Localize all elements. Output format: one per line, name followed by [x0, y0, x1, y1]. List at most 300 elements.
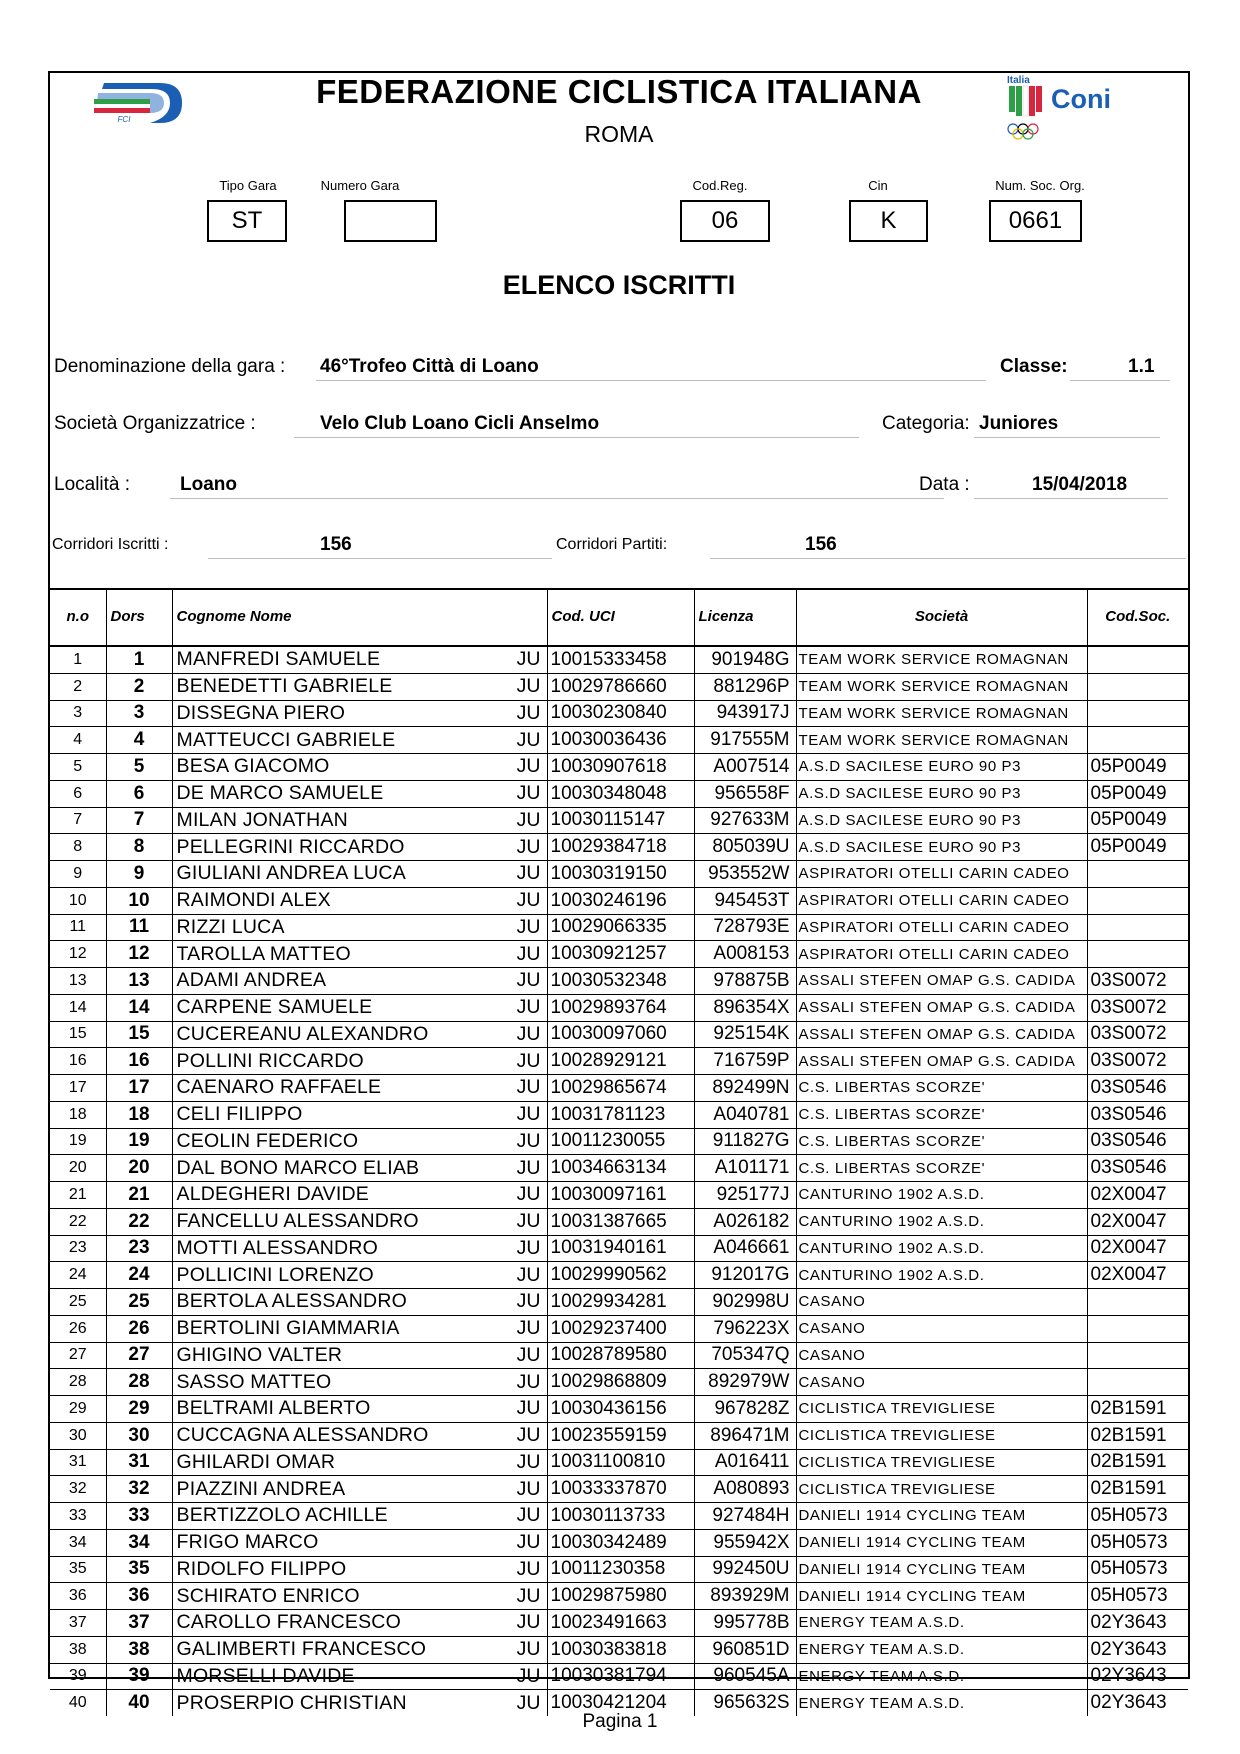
uci-code: 10028929121	[547, 1048, 694, 1075]
partiti-label: Corridori Partiti:	[556, 536, 668, 553]
team-code: 02Y3643	[1087, 1663, 1188, 1690]
team-name: ENERGY TEAM A.S.D.	[796, 1636, 1087, 1663]
rider-category: JU	[516, 1370, 541, 1393]
num-soc-org-label: Num. Soc. Org.	[995, 178, 1085, 193]
bib-number: 6	[106, 780, 172, 807]
team-code: 03S0546	[1087, 1101, 1188, 1128]
team-code	[1087, 727, 1188, 754]
row-number: 24	[50, 1262, 106, 1289]
license-number: 805039U	[694, 834, 796, 861]
rider-category: JU	[516, 1557, 541, 1580]
rider-cell	[172, 1396, 547, 1423]
team-code	[1087, 1342, 1188, 1369]
team-name: CANTURINO 1902 A.S.D.	[796, 1262, 1087, 1289]
denominazione-underline	[316, 380, 986, 381]
row-number: 28	[50, 1369, 106, 1396]
license-number: 892979W	[694, 1369, 796, 1396]
license-number: 960851D	[694, 1636, 796, 1663]
coni-logo	[1005, 73, 1135, 143]
col-header-dors: Dors	[106, 588, 172, 646]
team-code: 03S0072	[1087, 994, 1188, 1021]
row-number: 16	[50, 1048, 106, 1075]
rider-cell	[172, 1289, 547, 1316]
team-code: 03S0072	[1087, 968, 1188, 995]
classe-label: Classe:	[1000, 356, 1068, 377]
team-code: 02X0047	[1087, 1262, 1188, 1289]
team-name: ENERGY TEAM A.S.D.	[796, 1663, 1087, 1690]
row-number: 35	[50, 1556, 106, 1583]
table-row	[50, 1315, 1188, 1342]
rider-cell	[172, 1556, 547, 1583]
table-row	[50, 1342, 1188, 1369]
bib-number: 14	[106, 994, 172, 1021]
rider-cell	[172, 1610, 547, 1637]
data-underline	[974, 498, 1168, 499]
table-row	[50, 1128, 1188, 1155]
document-header	[50, 73, 1188, 590]
uci-code: 10011230055	[547, 1128, 694, 1155]
col-header-licenza: Licenza	[694, 588, 796, 646]
license-number: 716759P	[694, 1048, 796, 1075]
team-code	[1087, 700, 1188, 727]
categoria-value: Juniores	[979, 413, 1059, 434]
team-name: ASPIRATORI OTELLI CARIN CADEO	[796, 914, 1087, 941]
bib-number: 35	[106, 1556, 172, 1583]
bib-number: 27	[106, 1342, 172, 1369]
license-number: 896471M	[694, 1422, 796, 1449]
license-number: 978875B	[694, 968, 796, 995]
team-name: CASANO	[796, 1289, 1087, 1316]
table-row	[50, 1636, 1188, 1663]
table-row	[50, 780, 1188, 807]
license-number: A016411	[694, 1449, 796, 1476]
row-number: 11	[50, 914, 106, 941]
license-number: 956558F	[694, 780, 796, 807]
license-number: A046661	[694, 1235, 796, 1262]
rider-cell	[172, 754, 547, 781]
bib-number: 9	[106, 861, 172, 888]
localita-label: Località :	[54, 474, 131, 495]
document-frame	[48, 71, 1190, 1714]
rider-cell	[172, 727, 547, 754]
rider-category: JU	[516, 1664, 541, 1687]
denominazione-value: 46°Trofeo Città di Loano	[320, 356, 539, 377]
license-number: 796223X	[694, 1315, 796, 1342]
rider-name: DE MARCO SAMUELE	[176, 782, 384, 805]
rider-category: JU	[516, 889, 541, 912]
team-name: C.S. LIBERTAS SCORZE'	[796, 1075, 1087, 1102]
team-name: A.S.D SACILESE EURO 90 P3	[796, 834, 1087, 861]
uci-code: 10030097161	[547, 1182, 694, 1209]
table-row	[50, 1075, 1188, 1102]
license-number: 925177J	[694, 1182, 796, 1209]
bib-number: 26	[106, 1315, 172, 1342]
license-number: 917555M	[694, 727, 796, 754]
rider-category: JU	[516, 1691, 541, 1714]
categoria-label: Categoria:	[882, 413, 970, 434]
uci-code: 10028789580	[547, 1342, 694, 1369]
rider-category: JU	[516, 1103, 541, 1126]
classe-underline	[1070, 380, 1170, 381]
row-number: 4	[50, 727, 106, 754]
team-name: CANTURINO 1902 A.S.D.	[796, 1235, 1087, 1262]
rider-name: SCHIRATO ENRICO	[176, 1584, 360, 1607]
table-row	[50, 994, 1188, 1021]
table-row	[50, 673, 1188, 700]
row-number: 3	[50, 700, 106, 727]
table-row	[50, 807, 1188, 834]
rider-name: CAROLLO FRANCESCO	[176, 1611, 401, 1634]
team-name: CANTURINO 1902 A.S.D.	[796, 1208, 1087, 1235]
team-name: C.S. LIBERTAS SCORZE'	[796, 1155, 1087, 1182]
rider-name: GHIGINO VALTER	[176, 1343, 343, 1366]
col-header-codsoc: Cod.Soc.	[1087, 588, 1188, 646]
table-row	[50, 941, 1188, 968]
team-name: ASSALI STEFEN OMAP G.S. CADIDA	[796, 994, 1087, 1021]
num-soc-org-box: 0661	[989, 200, 1082, 242]
partiti-value: 156	[805, 534, 837, 555]
list-title: ELENCO ISCRITTI	[502, 270, 736, 300]
rider-name: RAIMONDI ALEX	[176, 889, 331, 912]
rider-name: BELTRAMI ALBERTO	[176, 1397, 371, 1420]
data-label: Data :	[919, 474, 970, 495]
team-code: 02X0047	[1087, 1235, 1188, 1262]
rider-name: PIAZZINI ANDREA	[176, 1477, 346, 1500]
bib-number: 16	[106, 1048, 172, 1075]
row-number: 13	[50, 968, 106, 995]
team-code: 02X0047	[1087, 1182, 1188, 1209]
societa-label: Società Organizzatrice :	[54, 413, 256, 434]
row-number: 34	[50, 1529, 106, 1556]
license-number: 728793E	[694, 914, 796, 941]
uci-code: 10033337870	[547, 1476, 694, 1503]
license-number: 965632S	[694, 1690, 796, 1716]
bib-number: 12	[106, 941, 172, 968]
numero-gara-label: Numero Gara	[320, 178, 400, 193]
team-code	[1087, 914, 1188, 941]
rider-category: JU	[516, 1584, 541, 1607]
table-row	[50, 887, 1188, 914]
rider-name: MORSELLI DAVIDE	[176, 1664, 355, 1687]
row-number: 33	[50, 1503, 106, 1530]
uci-code: 10034663134	[547, 1155, 694, 1182]
iscritti-value: 156	[320, 534, 352, 555]
rider-cell	[172, 1315, 547, 1342]
row-number: 9	[50, 861, 106, 888]
rider-cell	[172, 1476, 547, 1503]
rider-cell	[172, 1369, 547, 1396]
rider-category: JU	[516, 1611, 541, 1634]
bib-number: 33	[106, 1503, 172, 1530]
team-code: 03S0546	[1087, 1075, 1188, 1102]
uci-code: 10030907618	[547, 754, 694, 781]
rider-cell	[172, 1208, 547, 1235]
bib-number: 37	[106, 1610, 172, 1637]
license-number: 945453T	[694, 887, 796, 914]
rider-cell	[172, 1663, 547, 1690]
rider-category: JU	[516, 1397, 541, 1420]
row-number: 15	[50, 1021, 106, 1048]
bib-number: 32	[106, 1476, 172, 1503]
row-number: 25	[50, 1289, 106, 1316]
license-number: A080893	[694, 1476, 796, 1503]
table-row	[50, 1021, 1188, 1048]
team-code: 03S0546	[1087, 1128, 1188, 1155]
uci-code: 10030383818	[547, 1636, 694, 1663]
uci-code: 10029237400	[547, 1315, 694, 1342]
team-code: 05H0573	[1087, 1529, 1188, 1556]
bib-number: 24	[106, 1262, 172, 1289]
col-header-uci: Cod. UCI	[547, 588, 694, 646]
row-number: 37	[50, 1610, 106, 1637]
team-code: 03S0072	[1087, 1021, 1188, 1048]
col-header-no: n.o	[50, 588, 106, 646]
rider-name: BERTOLINI GIAMMARIA	[176, 1317, 400, 1340]
team-name: CICLISTICA TREVIGLIESE	[796, 1449, 1087, 1476]
rider-name: CEOLIN FEDERICO	[176, 1129, 359, 1152]
table-body	[50, 646, 1188, 1716]
bib-number: 7	[106, 807, 172, 834]
uci-code: 10031940161	[547, 1235, 694, 1262]
row-number: 1	[50, 646, 106, 673]
table-row	[50, 1101, 1188, 1128]
team-name: CASANO	[796, 1342, 1087, 1369]
cod-reg-box: 06	[680, 200, 770, 242]
team-name: ENERGY TEAM A.S.D.	[796, 1690, 1087, 1716]
tipo-gara-box: ST	[207, 200, 287, 242]
bib-number: 25	[106, 1289, 172, 1316]
bib-number: 20	[106, 1155, 172, 1182]
row-number: 6	[50, 780, 106, 807]
team-code: 02B1591	[1087, 1449, 1188, 1476]
table-row	[50, 700, 1188, 727]
row-number: 36	[50, 1583, 106, 1610]
rider-name: RIZZI LUCA	[176, 915, 285, 938]
rider-name: FANCELLU ALESSANDRO	[176, 1210, 419, 1233]
coni-logo-small-text: Italia	[1007, 75, 1030, 86]
uci-code: 10030230840	[547, 700, 694, 727]
rider-cell	[172, 1021, 547, 1048]
license-number: 960545A	[694, 1663, 796, 1690]
row-number: 14	[50, 994, 106, 1021]
team-name: CICLISTICA TREVIGLIESE	[796, 1476, 1087, 1503]
rider-category: JU	[516, 1236, 541, 1259]
team-name: CANTURINO 1902 A.S.D.	[796, 1182, 1087, 1209]
bib-number: 11	[106, 914, 172, 941]
rider-name: CARPENE SAMUELE	[176, 996, 373, 1019]
table-row	[50, 834, 1188, 861]
row-number: 8	[50, 834, 106, 861]
uci-code: 10029384718	[547, 834, 694, 861]
uci-code: 10029865674	[547, 1075, 694, 1102]
license-number: 902998U	[694, 1289, 796, 1316]
rider-category: JU	[516, 1638, 541, 1661]
rider-category: JU	[516, 1263, 541, 1286]
rider-cell	[172, 807, 547, 834]
rider-category: JU	[516, 675, 541, 698]
bib-number: 13	[106, 968, 172, 995]
rider-name: SASSO MATTEO	[176, 1370, 332, 1393]
uci-code: 10030342489	[547, 1529, 694, 1556]
team-name: CASANO	[796, 1315, 1087, 1342]
rider-cell	[172, 994, 547, 1021]
rider-cell	[172, 861, 547, 888]
rider-cell	[172, 1529, 547, 1556]
rider-category: JU	[516, 782, 541, 805]
table-row	[50, 1449, 1188, 1476]
license-number: 705347Q	[694, 1342, 796, 1369]
uci-code: 10030381794	[547, 1663, 694, 1690]
uci-code: 10015333458	[547, 646, 694, 673]
team-code: 05H0573	[1087, 1503, 1188, 1530]
team-name: DANIELI 1914 CYCLING TEAM	[796, 1583, 1087, 1610]
rider-cell	[172, 1235, 547, 1262]
team-code	[1087, 1289, 1188, 1316]
rider-name: PROSERPIO CHRISTIAN	[176, 1691, 407, 1714]
license-number: 881296P	[694, 673, 796, 700]
row-number: 19	[50, 1128, 106, 1155]
rider-category: JU	[516, 1343, 541, 1366]
uci-code: 10031781123	[547, 1101, 694, 1128]
rider-category: JU	[516, 1183, 541, 1206]
rider-category: JU	[516, 969, 541, 992]
uci-code: 10030421204	[547, 1690, 694, 1716]
data-value: 15/04/2018	[1032, 474, 1128, 495]
rider-category: JU	[516, 1531, 541, 1554]
rider-cell	[172, 1101, 547, 1128]
license-number: 911827G	[694, 1128, 796, 1155]
team-code: 05H0573	[1087, 1556, 1188, 1583]
row-number: 31	[50, 1449, 106, 1476]
bib-number: 15	[106, 1021, 172, 1048]
row-number: 23	[50, 1235, 106, 1262]
rider-cell	[172, 1182, 547, 1209]
team-name: TEAM WORK SERVICE ROMAGNAN	[796, 727, 1087, 754]
rider-category: JU	[516, 1450, 541, 1473]
table-row	[50, 914, 1188, 941]
row-number: 32	[50, 1476, 106, 1503]
rider-cell	[172, 1342, 547, 1369]
uci-code: 10011230358	[547, 1556, 694, 1583]
uci-code: 10029066335	[547, 914, 694, 941]
team-name: A.S.D SACILESE EURO 90 P3	[796, 780, 1087, 807]
rider-name: BENEDETTI GABRIELE	[176, 675, 393, 698]
license-number: 925154K	[694, 1021, 796, 1048]
rider-name: GALIMBERTI FRANCESCO	[176, 1638, 427, 1661]
rider-cell	[172, 673, 547, 700]
rider-cell	[172, 1503, 547, 1530]
rider-cell	[172, 1422, 547, 1449]
team-name: ASSALI STEFEN OMAP G.S. CADIDA	[796, 1021, 1087, 1048]
rider-name: ADAMI ANDREA	[176, 969, 327, 992]
rider-category: JU	[516, 1504, 541, 1527]
bib-number: 5	[106, 754, 172, 781]
team-code: 02B1591	[1087, 1476, 1188, 1503]
cin-box: K	[849, 200, 928, 242]
license-number: 995778B	[694, 1610, 796, 1637]
uci-code: 10023491663	[547, 1610, 694, 1637]
license-number: 953552W	[694, 861, 796, 888]
entries-table	[50, 588, 1188, 1716]
bib-number: 2	[106, 673, 172, 700]
bib-number: 3	[106, 700, 172, 727]
rider-category: JU	[516, 728, 541, 751]
license-number: A008153	[694, 941, 796, 968]
license-number: 901948G	[694, 646, 796, 673]
rider-name: DISSEGNA PIERO	[176, 701, 346, 724]
bib-number: 40	[106, 1690, 172, 1716]
row-number: 38	[50, 1636, 106, 1663]
rider-name: BERTOLA ALESSANDRO	[176, 1290, 407, 1313]
license-number: 927633M	[694, 807, 796, 834]
rider-category: JU	[516, 1317, 541, 1340]
rider-name: CELI FILIPPO	[176, 1103, 303, 1126]
bib-number: 17	[106, 1075, 172, 1102]
license-number: 967828Z	[694, 1396, 796, 1423]
team-code: 05P0049	[1087, 834, 1188, 861]
uci-code: 10029934281	[547, 1289, 694, 1316]
team-code	[1087, 887, 1188, 914]
team-code: 05P0049	[1087, 754, 1188, 781]
federation-city: ROMA	[584, 121, 654, 147]
numero-gara-box	[344, 200, 437, 242]
table-row	[50, 1476, 1188, 1503]
rider-category: JU	[516, 1424, 541, 1447]
team-name: ASSALI STEFEN OMAP G.S. CADIDA	[796, 968, 1087, 995]
team-code	[1087, 861, 1188, 888]
team-code	[1087, 646, 1188, 673]
rider-name: GIULIANI ANDREA LUCA	[176, 862, 406, 885]
rider-name: CAENARO RAFFAELE	[176, 1076, 382, 1099]
team-code	[1087, 941, 1188, 968]
uci-code: 10030348048	[547, 780, 694, 807]
uci-code: 10030097060	[547, 1021, 694, 1048]
team-code	[1087, 1369, 1188, 1396]
rider-name: POLLINI RICCARDO	[176, 1049, 364, 1072]
team-name: CICLISTICA TREVIGLIESE	[796, 1422, 1087, 1449]
license-number: 892499N	[694, 1075, 796, 1102]
rider-category: JU	[516, 808, 541, 831]
row-number: 5	[50, 754, 106, 781]
license-number: A040781	[694, 1101, 796, 1128]
row-number: 26	[50, 1315, 106, 1342]
rider-category: JU	[516, 1210, 541, 1233]
team-name: TEAM WORK SERVICE ROMAGNAN	[796, 646, 1087, 673]
bib-number: 23	[106, 1235, 172, 1262]
rider-cell	[172, 646, 547, 673]
table-row	[50, 1369, 1188, 1396]
row-number: 18	[50, 1101, 106, 1128]
rider-name: BESA GIACOMO	[176, 755, 330, 778]
team-name: ENERGY TEAM A.S.D.	[796, 1610, 1087, 1637]
team-code: 02X0047	[1087, 1208, 1188, 1235]
table-row	[50, 1235, 1188, 1262]
rider-category: JU	[516, 701, 541, 724]
rider-name: GHILARDI OMAR	[176, 1450, 336, 1473]
team-name: DANIELI 1914 CYCLING TEAM	[796, 1503, 1087, 1530]
table-row	[50, 646, 1188, 673]
rider-cell	[172, 1048, 547, 1075]
table-row	[50, 1155, 1188, 1182]
table-row	[50, 1610, 1188, 1637]
team-name: TEAM WORK SERVICE ROMAGNAN	[796, 700, 1087, 727]
bib-number: 28	[106, 1369, 172, 1396]
row-number: 22	[50, 1208, 106, 1235]
rider-category: JU	[516, 996, 541, 1019]
rider-category: JU	[516, 942, 541, 965]
team-name: ASPIRATORI OTELLI CARIN CADEO	[796, 941, 1087, 968]
team-name: DANIELI 1914 CYCLING TEAM	[796, 1556, 1087, 1583]
